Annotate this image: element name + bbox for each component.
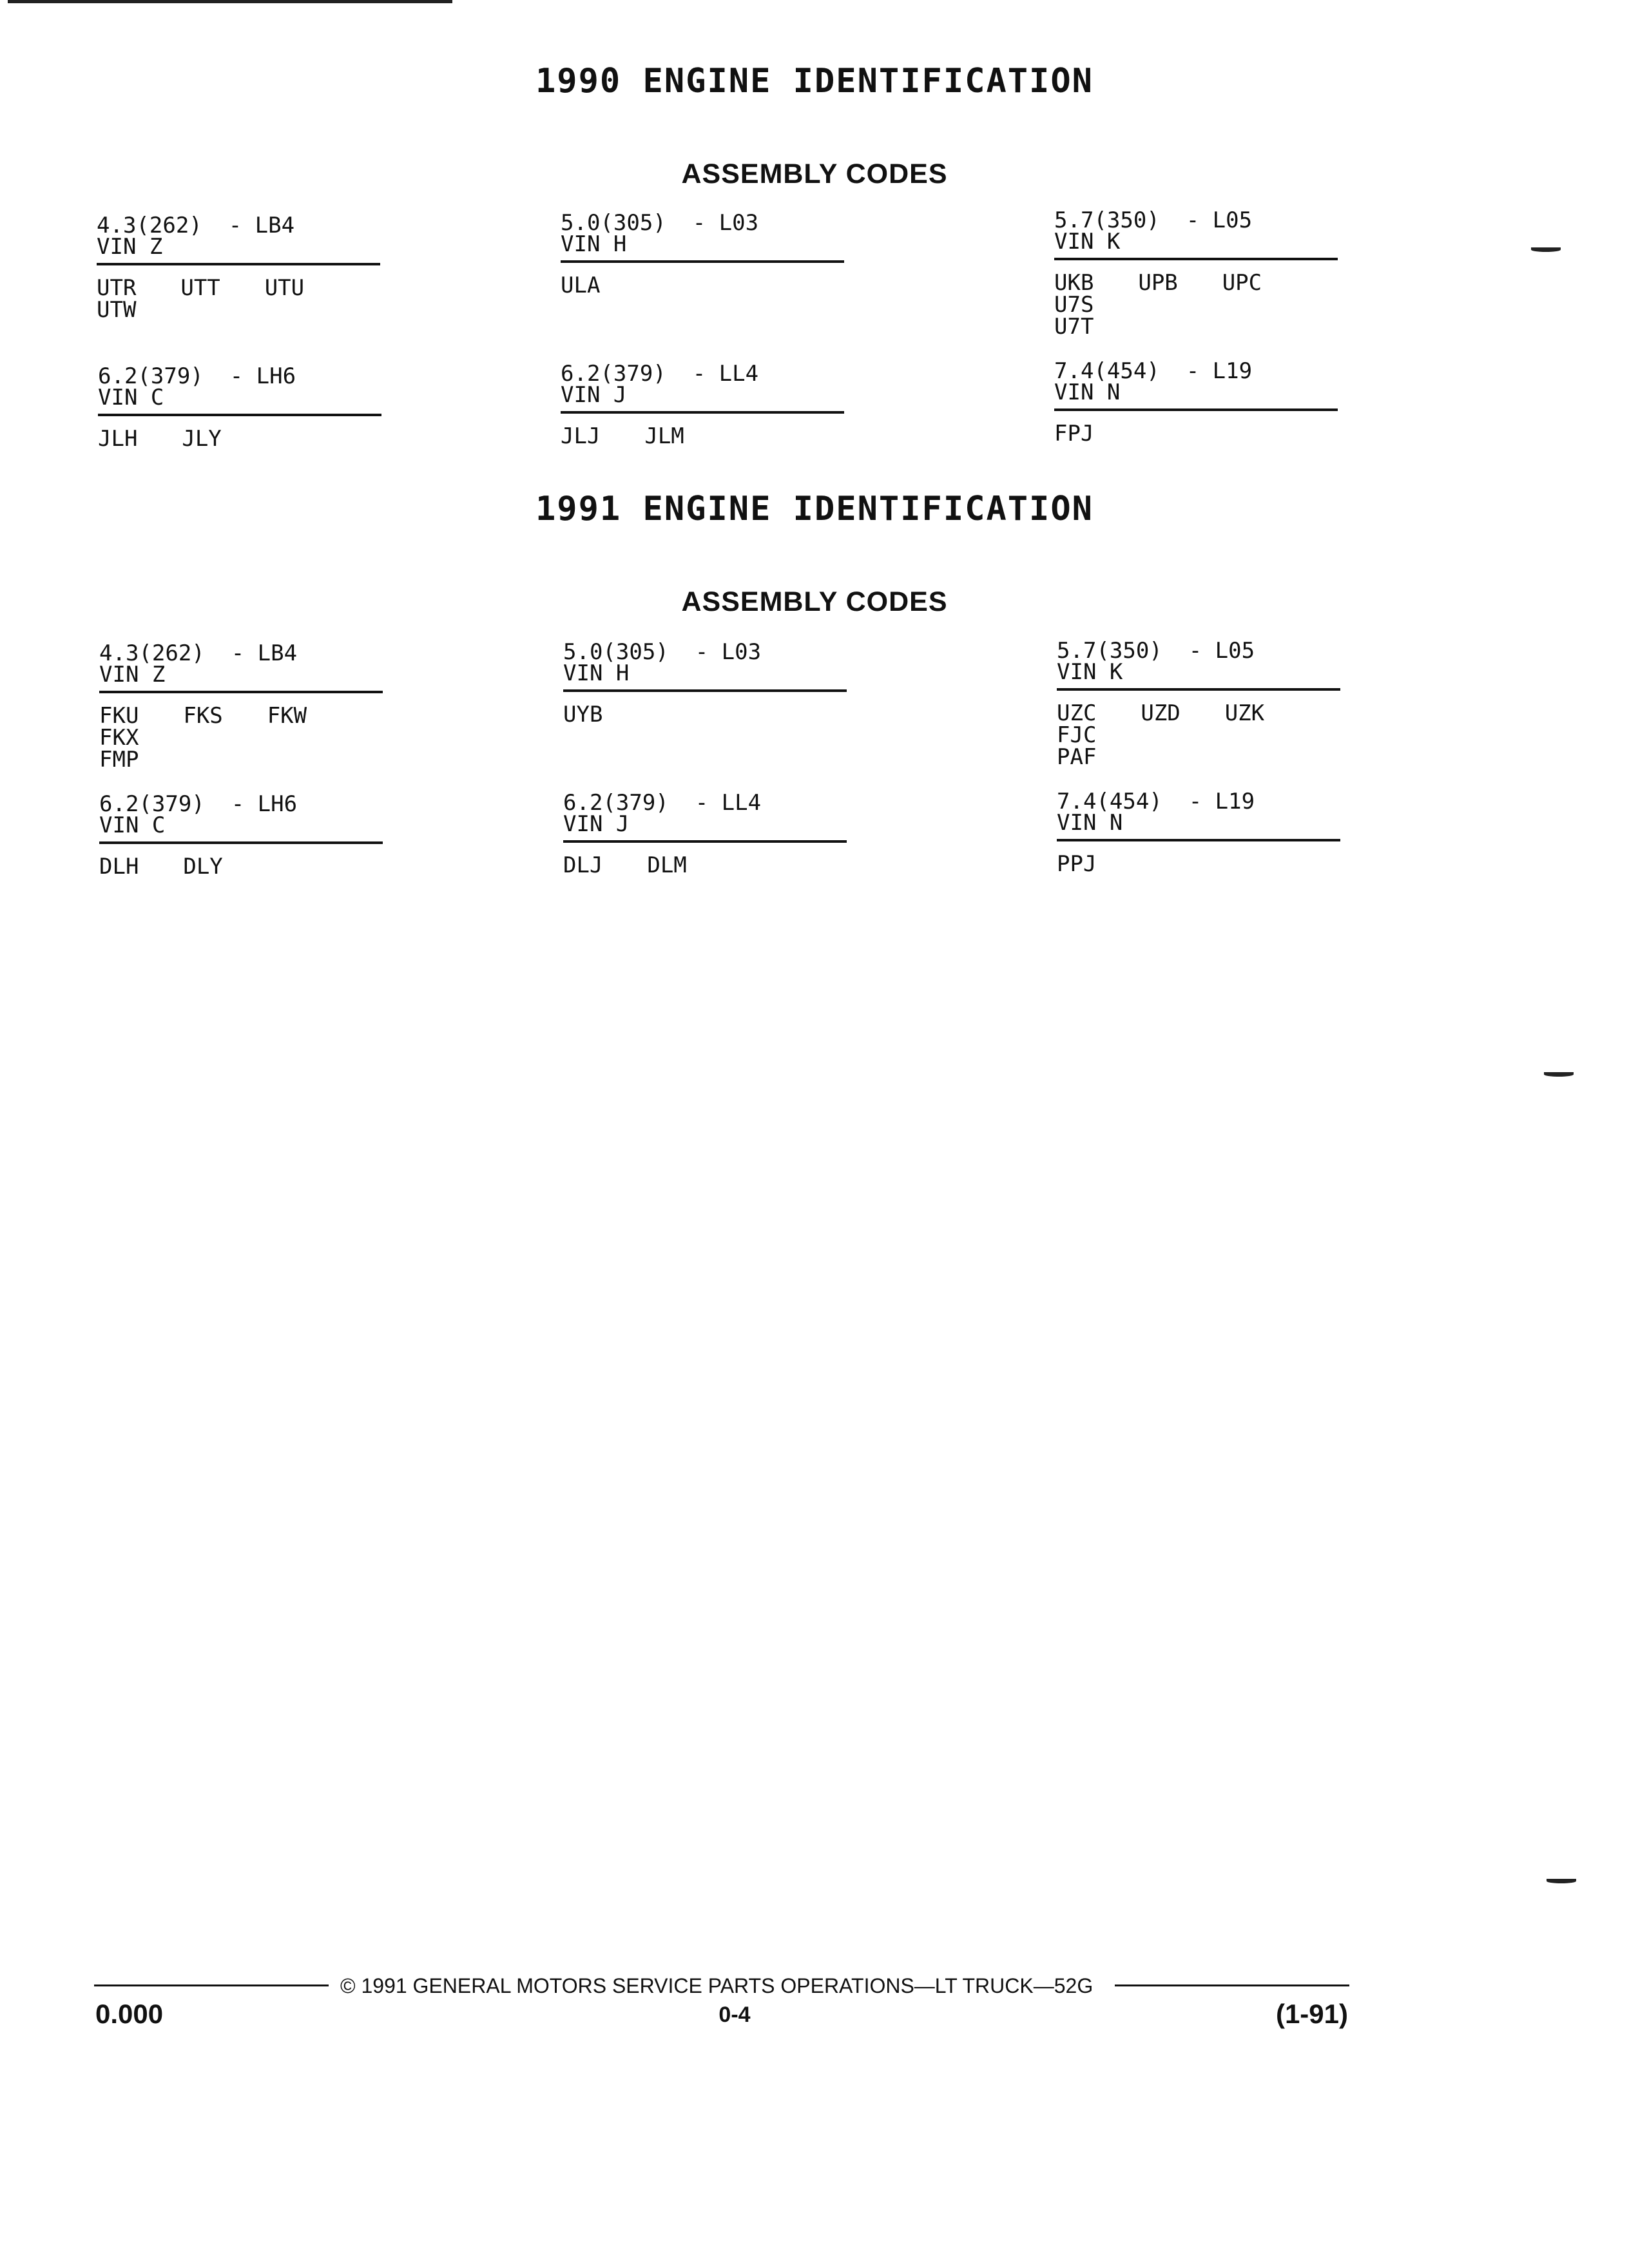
- footer-copyright: © 1991 GENERAL MOTORS SERVICE PARTS OPERATIONS—LT TRUCK—52G: [340, 1974, 1094, 1997]
- engine-header: [98, 363, 381, 416]
- vin-label: VIN K: [1054, 229, 1121, 255]
- binder-punch-mark: [1531, 247, 1561, 252]
- engine-header: [563, 639, 847, 692]
- engine-label: 5.0(305) - L03: [563, 639, 762, 665]
- assembly-codes: FPJ: [1054, 421, 1094, 447]
- engine-block: [561, 210, 844, 298]
- vin-label: VIN K: [1057, 659, 1123, 685]
- engine-header: [97, 215, 380, 265]
- engine-label: 5.7(350) - L05: [1054, 207, 1253, 233]
- engine-block: [1054, 358, 1338, 447]
- binder-punch-mark: [1544, 1072, 1574, 1077]
- assembly-codes: FKU FKS FKW FKX FMP: [99, 703, 307, 773]
- engine-block: [1057, 640, 1340, 768]
- footer-revision-date: (1-91): [1275, 1999, 1348, 2029]
- engine-header: [1054, 207, 1338, 260]
- engine-header: [1057, 791, 1340, 841]
- engine-block: [561, 363, 844, 447]
- engine-block: [563, 790, 847, 878]
- engine-label: 5.0(305) - L03: [561, 210, 759, 236]
- engine-header: [561, 363, 844, 414]
- engine-label: 6.2(379) - LH6: [99, 791, 298, 817]
- engine-header: [561, 210, 844, 263]
- assembly-codes: DLJ DLM: [563, 852, 687, 878]
- vin-label: VIN J: [561, 382, 627, 408]
- engine-header: [563, 790, 847, 843]
- assembly-codes: JLJ JLM: [561, 423, 684, 449]
- section-title: 1990 ENGINE IDENTIFICATION: [535, 62, 1094, 101]
- footer-page-number: 0-4: [718, 2003, 751, 2027]
- engine-header: [99, 640, 383, 693]
- assembly-codes: UTR UTT UTU UTW: [97, 275, 349, 323]
- vin-label: VIN C: [99, 812, 166, 838]
- vin-label: VIN J: [563, 811, 630, 837]
- engine-label: 7.4(454) - L19: [1054, 358, 1253, 384]
- scan-edge-rule: [8, 0, 452, 3]
- engine-header: [1054, 358, 1338, 411]
- engine-header: [99, 791, 383, 844]
- engine-header: [1057, 640, 1340, 691]
- binder-punch-mark: [1547, 1879, 1576, 1883]
- section-title: 1991 ENGINE IDENTIFICATION: [535, 490, 1094, 528]
- footer-rule-right: [1115, 1984, 1349, 1986]
- assembly-codes: JLH JLY: [98, 426, 222, 452]
- assembly-codes: UYB: [563, 702, 603, 727]
- assembly-codes-heading: ASSEMBLY CODES: [681, 586, 948, 617]
- engine-block: [1054, 207, 1338, 340]
- engine-label: 4.3(262) - LB4: [99, 640, 298, 666]
- vin-label: VIN Z: [97, 234, 163, 260]
- engine-block: [99, 640, 383, 773]
- vin-label: VIN Z: [99, 662, 166, 687]
- assembly-codes-heading: ASSEMBLY CODES: [681, 159, 948, 189]
- footer-rule-left: [94, 1984, 329, 1986]
- engine-block: [99, 791, 383, 879]
- engine-label: 6.2(379) - LL4: [561, 361, 759, 387]
- vin-label: VIN H: [561, 231, 627, 257]
- assembly-codes: ULA: [561, 273, 601, 298]
- vin-label: VIN C: [98, 385, 164, 410]
- engine-block: [1057, 791, 1340, 875]
- engine-label: 5.7(350) - L05: [1057, 638, 1255, 664]
- footer-section-number: 0.000: [95, 1999, 164, 2029]
- assembly-codes: UZC UZD UZK FJC PAF: [1057, 700, 1265, 770]
- engine-label: 7.4(454) - L19: [1057, 789, 1255, 814]
- assembly-codes: DLH DLY: [99, 854, 223, 879]
- engine-block: [563, 639, 847, 727]
- engine-label: 6.2(379) - LL4: [563, 790, 762, 816]
- assembly-codes: PPJ: [1057, 851, 1097, 877]
- assembly-codes: UKB UPB UPC U7S U7T: [1054, 270, 1262, 340]
- engine-block: [97, 215, 380, 321]
- vin-label: VIN N: [1054, 380, 1121, 405]
- engine-label: 4.3(262) - LB4: [97, 213, 295, 238]
- engine-block: [98, 363, 381, 452]
- engine-label: 6.2(379) - LH6: [98, 363, 296, 389]
- vin-label: VIN H: [563, 660, 630, 686]
- vin-label: VIN N: [1057, 810, 1123, 836]
